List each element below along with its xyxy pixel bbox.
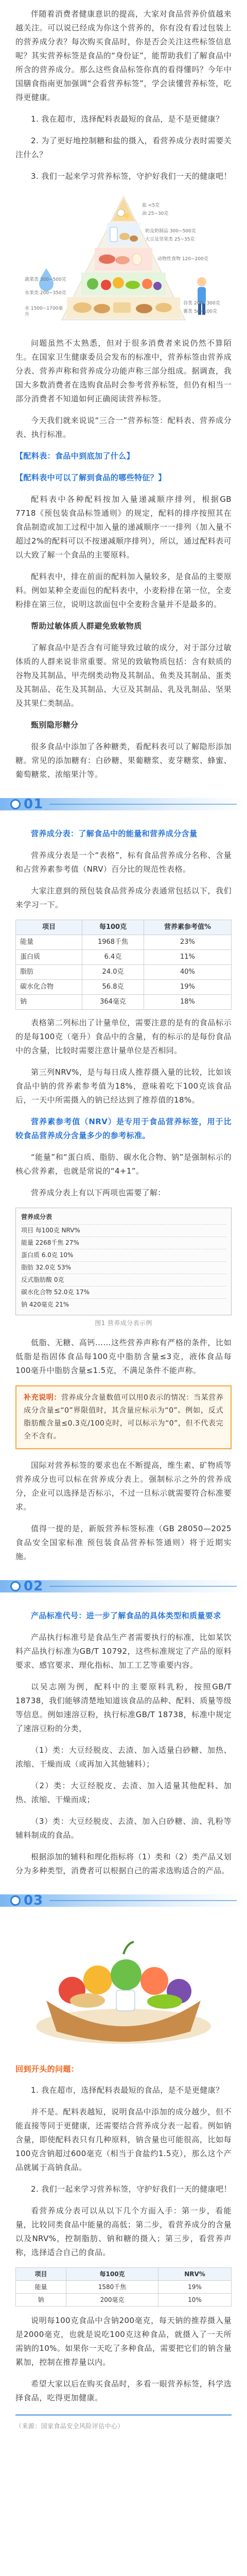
table-row	[16, 935, 232, 950]
intro-question-1: 1. 我在超市，选择配料表最短的食品，是不是更健康？	[31, 114, 224, 124]
section-number: 02	[24, 1579, 44, 1594]
pyramid-label-tuber: 薯类 50~100克	[183, 309, 218, 314]
section1b-paragraph-3: “能量”和“蛋白质、脂肪、碳水化合物、钠”是强制标示的核心营养素，也就是常说的“4+1”。	[15, 1153, 232, 1176]
table-cell: 10%	[158, 2294, 232, 2307]
section3-title: 回到开头的问题：	[15, 2064, 79, 2074]
label-example-row: 碳水化合物 52.0克 17%	[21, 1286, 226, 1298]
section3-paragraph-3: 2. 我们一起来学习营养标签，守护好我们一天的健康吧！	[31, 2184, 232, 2194]
table-cell: 1968千焦	[82, 935, 144, 950]
label-example-row: 脂肪 32.0克 53%	[21, 1261, 226, 1274]
pyramid-label-meat: 动物性食物 120~200克	[157, 257, 208, 262]
section0-paragraph-3: 配料表中各种配料按加入量递减顺序排列，根据GB 7718《预包装食品标签通则》的规定，配料的排序按照其在食品制造或加工过程中加入量的递减顺序一一排列（加入量不超过2%的配料可以不按递减顺序排列），所以，通过配料表可以大致了解一个食品的主要原料。	[15, 495, 232, 560]
section1b-highlight: 营养素参考值（NRV）是专用于食品营养标签，用于比较食品营养成分含量多少的参考标准。	[15, 1117, 232, 1140]
section2-heading: 产品标准代号：进一步了解食品的具体类型和质量要求	[31, 1611, 221, 1620]
section-header-01	[0, 793, 247, 816]
pyramid-label-oil: 油 25~30克	[142, 211, 169, 216]
figure-label-example	[15, 1208, 232, 1328]
label-example-row: 反式脂肪酸 0克	[21, 1274, 226, 1286]
section2-paragraph-2: 以吴志刚为例，配料中的主要原料乳粉，按照GB/T 18738，我们能够清楚地知道该食品的品种、配料、质量等级等信息。例如速溶豆粉，执行标准GB/T 18738，标准中规定了速溶豆粉的分类，	[15, 1682, 232, 1733]
section1b-paragraph-5: 低脂、无糖、高钙……这些营养声称有严格的条件，比如低脂是指固体食品每100克中脂肪含量≤3克，液体食品每100毫升中脂肪含量≤1.5克，不满足条件不能声称。	[15, 1338, 232, 1375]
table-cell: 碳水化合物	[16, 980, 82, 995]
table-cell: 19%	[158, 2281, 232, 2294]
table-cell: 能量	[16, 935, 82, 950]
pyramid-label-grain: 谷类 200~300克	[183, 301, 220, 306]
section1-heading: 营养成分表：了解食品中的能量和营养成分含量	[31, 829, 198, 838]
table-row	[16, 2281, 232, 2294]
food-pyramid-image	[15, 191, 232, 325]
pyramid-label-fruit: 水果类 200~350克	[25, 291, 66, 296]
tip-box	[15, 1385, 232, 1449]
pyramid-label-veg: 蔬菜类 300~500克	[25, 277, 66, 282]
section0-paragraph-6: 了解食品中是否含有可能导致过敏的成分，对于部分过敏体质的人群来说非常重要。常见的致敏物质包括：含有麸质的谷物及其制品、甲壳纲类动物及其制品、鱼类及其制品、蛋类及其制品、花生及其制品、大豆及其制品、乳及乳制品、坚果及其果仁类制品。	[15, 643, 232, 708]
section3b-paragraph-1: 说明每100克食品中含钠200毫克，每天钠的推荐摄入量是2000毫克，也就是说吃100克这种食品，就摄入了一天所需钠的10%。如果你一天吃了多种食品，需要把它们的钠含量累加，控制在推荐量以内。	[15, 2316, 232, 2367]
pyramid-label-water: 水 1500~1700毫升	[25, 306, 63, 317]
table-row	[16, 980, 232, 995]
table-cell: 蛋白质	[16, 950, 82, 965]
table-cell: 40%	[144, 965, 231, 980]
section-number: 03	[24, 1893, 44, 1908]
intro-question-2: 2. 为了更好地控制糖和盐的摄入，看营养成分表时需要关注什么？	[15, 136, 232, 159]
nutrition-table-header: 营养素参考值%	[144, 920, 231, 935]
section0-heading-1: 【配料表：食品中到底加了什么】	[15, 451, 135, 461]
nrv-table-header: 每100克	[66, 2268, 158, 2281]
nrv-table	[15, 2267, 232, 2307]
label-example-title: 营养成分表	[21, 1213, 52, 1221]
section-header-03	[0, 1889, 247, 1912]
section3-paragraph-4: 看营养成分表可以从以下几个方面入手：第一步，看能量，比较同类食品中能量的高低；第二步，看营养成分的含量以及NRV%，控制脂肪、钠和糖的摄入；第三步，看营养声称，选择适合自己的食品。	[15, 2206, 232, 2257]
label-example-row: 能量 2268千焦 27%	[21, 1236, 226, 1249]
section1b-paragraph-1: 表格第二列标出了计量单位，需要注意的是有的食品标示的是每100克（毫升）食品中的含量，有的标示的是每份食品中的含量，比较时需要注意计量单位是否相同。	[15, 1018, 232, 1055]
section2-paragraph-3: 根据添加的辅料和理化指标将（1）类和（2）类产品又划分为多种类型，消费者可以根据自己的需求选购适合的产品。	[15, 1852, 232, 1875]
section3-paragraph-1: 1. 我在超市，选择配料表最短的食品，是不是更健康？	[31, 2086, 224, 2095]
section0-paragraph-2: 今天我们就来说说“三合一”营养标签：配料表、营养成分表、执行标准。	[15, 416, 232, 439]
divider	[15, 2414, 232, 2416]
nutrition-table	[15, 920, 232, 1010]
section1-paragraph-1: 营养成分表是一个“表格”，标有食品营养成分名称、含量和占营养素参考值（NRV）百分比的规范性表格。	[15, 851, 232, 874]
section3-paragraph-2: 并不是。配料表越短，说明食品中添加的成分越少，但不能直接等同于更健康，还需要结合营养成分表一起看。例如钠含量，即使配料表只有几种原料，钠含量也可能很高，比如每100克含钠超过600毫克（相当于食盐约1.5克），那么这个产品就属于高钠食品。	[15, 2107, 232, 2172]
pyramid-label-soy: 大豆及坚果类 25~35克	[145, 237, 195, 242]
section0-paragraph-1: 问题虽然不太熟悉，但对于很多消费者来说仍然不算陌生。在国家卫生健康委员会发布的标准中，营养标签由营养成分表、营养声称和营养成分功能声称三部分组成。据调查，我国大多数消费者在选购食品时会参考营养标签，但仍有相当一部分消费者不知道如何正确阅读营养标签。	[15, 338, 232, 403]
table-cell: 23%	[144, 935, 231, 950]
table-cell: 钠	[16, 2294, 66, 2307]
label-example-box	[15, 1208, 232, 1315]
table-cell: 24.0克	[82, 965, 144, 980]
table-cell: 能量	[16, 2281, 66, 2294]
section0-paragraph-8: 很多食品中添加了各种糖类，看配料表可以了解隐形添加糖。常见的添加糖有：白砂糖、果葡糖浆、麦芽糖浆、蜂蜜、葡萄糖浆、浓缩果汁等。	[15, 742, 232, 779]
section2-list-item: （2）类：大豆经脱皮、去渣、加入适量其他配料、加热、浓缩、干燥而成；	[15, 1781, 232, 1804]
table-row	[16, 965, 232, 980]
section2-list-item: （1）类：大豆经脱皮、去渣、加入适量白砂糖、加热、浓缩、干燥而成（或再加入其他辅料）；	[15, 1745, 232, 1769]
table-cell: 11%	[144, 950, 231, 965]
tip-text: 营养成分含量数值可以用0表示的情况：当某营养成分含量≤“0”界限值时，其含量应标示为“0”。例如，反式脂肪酸含量≤0.3克/100克时，可以标示为“0”，但不代表完全不含有。	[24, 1394, 223, 1440]
section0-subheading-sugar: 甄别隐形糖分	[31, 720, 79, 730]
table-cell: 200毫克	[66, 2294, 158, 2307]
section-dot-icon	[10, 1895, 21, 1906]
section0-paragraph-4: 配料表中，排在前面的配料加入量较多，是食品的主要原料。例如某种全麦面包的配料表中，小麦粉排在第一位，全麦粉排在第三位，说明这款面包中全麦粉含量并不是最多的。	[15, 572, 232, 609]
table-cell: 19%	[144, 980, 231, 995]
nutrition-table-header: 项目	[16, 920, 82, 935]
table-cell: 6.4克	[82, 950, 144, 965]
section-number: 01	[24, 796, 44, 812]
section0-subheading-allergen: 帮助过敏体质人群避免致敏物质	[31, 621, 142, 631]
section3b-paragraph-2: 希望大家以后在购买食品时，多看一眼营养标签，科学选择食品，吃得更加健康。	[15, 2379, 232, 2402]
section1c-paragraph-2: 值得一提的是，新版营养标签标准（GB 28050—2025 食品安全国家标准 预包装食品营养标签通则）将于近期实施。	[15, 1524, 232, 1561]
table-cell: 56.8克	[82, 980, 144, 995]
tip-title: 补充说明：	[24, 1394, 61, 1402]
label-example-row: 蛋白质 6.0克 10%	[21, 1249, 226, 1261]
label-example-row: 钠 420毫克 21%	[21, 1298, 226, 1311]
pyramid-label-dairy: 奶及奶制品 300~500克	[145, 229, 196, 234]
section2-paragraph-1: 产品执行标准号是食品生产者需要执行的标准，比如某饮料产品执行标准为GB/T 10792，这些标准规定了产品的原料要求、感官要求、理化指标、加工工艺等重要内容。	[15, 1633, 232, 1670]
nrv-table-header: NRV%	[158, 2268, 232, 2281]
section-dot-icon	[10, 799, 21, 809]
nrv-table-header: 项目	[16, 2268, 66, 2281]
nutrition-table-header: 每100克	[82, 920, 144, 935]
section2-list-item: （3）类：大豆经脱皮、去渣、加入白砂糖、油、乳粉等辅料制成的食品。	[15, 1817, 232, 1840]
intro-paragraph: 伴随着消费者健康意识的提高，大家对食品营养价值越来越关注。可以说已经成为你这个营养的，你有没有看过包装上的营养成分表？每次购买食品时，你是否会关注这些标签信息呢？其实营养标签是食品的“身份证”，能帮助我们了解食品中所含的营养成分。那么这些食品标签你真的看得懂吗？今年中国膳食指南更加强调“会看营养标签”，学会读懂营养标签，吃得更健康。	[15, 9, 232, 102]
table-cell: 18%	[144, 995, 231, 1010]
section1b-paragraph-4: 营养成分表上有以下两项也需要了解：	[31, 1188, 166, 1197]
section1-paragraph-2: 大家注意到的预包装食品营养成分表通常包括以下，我们来学习一下。	[15, 886, 232, 909]
table-cell: 1580千焦	[66, 2281, 158, 2294]
table-cell: 钠	[16, 995, 82, 1010]
table-cell: 脂肪	[16, 965, 82, 980]
section0-heading-2: 【配料表中可以了解到食品的哪些特征？】	[15, 473, 166, 482]
food-basket-image	[15, 1923, 232, 2052]
table-row	[16, 995, 232, 1010]
label-example-row: 项目 每100克 NRV%	[21, 1224, 226, 1236]
table-cell: 364毫克	[82, 995, 144, 1010]
figure-caption: 图1 营养成分表示例	[95, 1319, 152, 1327]
pyramid-label-salt: 盐 <5克	[142, 203, 160, 208]
table-row	[16, 2294, 232, 2307]
section1b-paragraph-2: 第三列NRV%，是与每日成人推荐摄入量的比较，比如该食品中钠的营养素参考值为18%，意味着吃下100克该食品后，一天中所需摄入的钠已经达到了推荐值的18%。	[15, 1067, 232, 1105]
table-row	[16, 950, 232, 965]
section-dot-icon	[10, 1581, 21, 1591]
section-header-02	[0, 1575, 247, 1598]
source-note: （来源：国家食品安全风险评估中心）	[15, 2422, 124, 2430]
food-basket-illustration	[15, 1923, 232, 2052]
intro-question-3: 3. 我们一起来学习营养标签，守护好我们一天的健康吧！	[31, 172, 232, 181]
section1c-paragraph-1: 国际对营养标签的要求也在不断提高，维生素、矿物质等营养成分也可以标在营养成分表上。强制标示之外的营养成分，企业可以选择是否标示，不过一旦标示就需要符合标准要求。	[15, 1461, 232, 1512]
